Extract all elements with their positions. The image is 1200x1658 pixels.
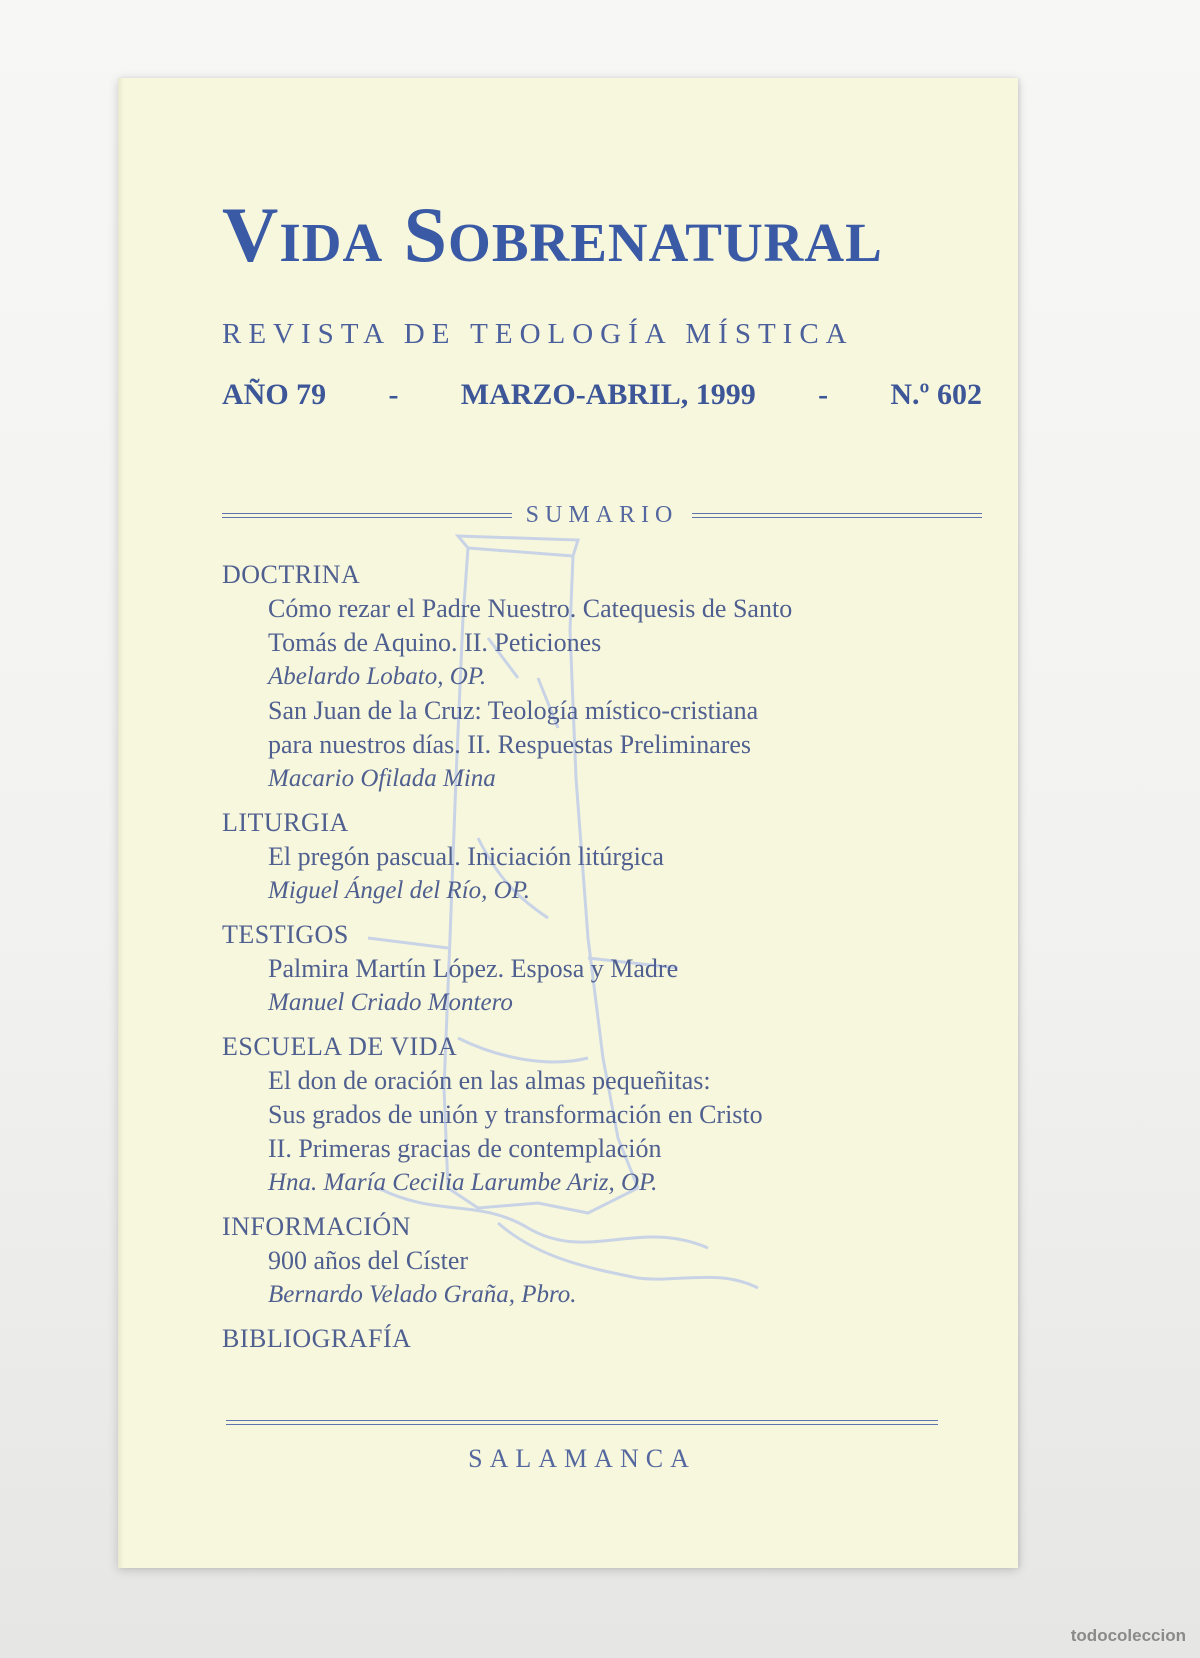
issue-line (222, 378, 982, 412)
issue-year: AÑO 79 (222, 378, 327, 411)
toc-entry-title: Palmira Martín López. Esposa y Madre (268, 954, 679, 983)
toc-section (222, 558, 982, 796)
toc-section (222, 1030, 982, 1200)
issue-number: N.º 602 (890, 378, 982, 411)
toc-entry-author: Manuel Criado Montero (268, 989, 513, 1016)
toc-entry-author: Macario Ofilada Mina (268, 765, 496, 792)
divider-line (692, 513, 982, 518)
toc-entry (222, 592, 982, 694)
issue-date: MARZO-ABRIL, 1999 (460, 378, 756, 411)
toc-entry-author: Bernardo Velado Graña, Pbro. (268, 1281, 577, 1308)
toc-entry-author: Hna. María Cecilia Larumbe Ariz, OP. (268, 1169, 658, 1196)
toc-entry-title: 900 años del Císter (268, 1246, 469, 1275)
toc-section-title: ESCUELA DE VIDA (222, 1032, 458, 1061)
site-watermark: todocoleccion (1070, 1626, 1186, 1645)
toc-entry-title: Tomás de Aquino. II. Peticiones (268, 628, 602, 657)
toc-section-title: INFORMACIÓN (222, 1212, 411, 1241)
table-of-contents (222, 548, 982, 1356)
toc-entry (222, 1244, 982, 1312)
footer-divider (226, 1420, 938, 1425)
toc-entry-author: Abelardo Lobato, OP. (268, 663, 487, 690)
toc-section (222, 1210, 982, 1312)
publication-city: SALAMANCA (468, 1444, 696, 1473)
divider-line (222, 513, 512, 518)
toc-entry-title: San Juan de la Cruz: Teología místico-cristiana (268, 696, 759, 725)
toc-entry-title: Cómo rezar el Padre Nuestro. Catequesis de Santo (268, 594, 793, 623)
magazine-cover (118, 78, 1018, 1568)
toc-section (222, 918, 982, 1020)
toc-entry (222, 952, 982, 1020)
toc-entry-title: El don de oración en las almas pequeñitas: (268, 1066, 711, 1095)
toc-section-title: LITURGIA (222, 808, 349, 837)
toc-entry-title: II. Primeras gracias de contemplación (268, 1134, 662, 1163)
toc-entry-title: Sus grados de unión y transformación en Cristo (268, 1100, 763, 1129)
toc-entry-title: El pregón pascual. Iniciación litúrgica (268, 842, 664, 871)
issue-separator: - (818, 378, 829, 411)
toc-entry (222, 840, 982, 908)
toc-section-title: DOCTRINA (222, 560, 361, 589)
toc-entry-title: para nuestros días. II. Respuestas Preliminares (268, 730, 752, 759)
toc-entry (222, 1064, 982, 1200)
magazine-subtitle: REVISTA DE TEOLOGÍA MÍSTICA (222, 318, 854, 350)
magazine-title: Vida Sobrenatural (222, 191, 883, 278)
toc-section (222, 806, 982, 908)
sumario-header (222, 502, 982, 529)
toc-section-title: TESTIGOS (222, 920, 349, 949)
toc-section-title: BIBLIOGRAFÍA (222, 1324, 412, 1353)
toc-entry (222, 694, 982, 796)
toc-entry-author: Miguel Ángel del Río, OP. (268, 877, 530, 904)
issue-separator: - (388, 378, 399, 411)
sumario-label: SUMARIO (525, 502, 679, 528)
toc-section (222, 1322, 982, 1356)
